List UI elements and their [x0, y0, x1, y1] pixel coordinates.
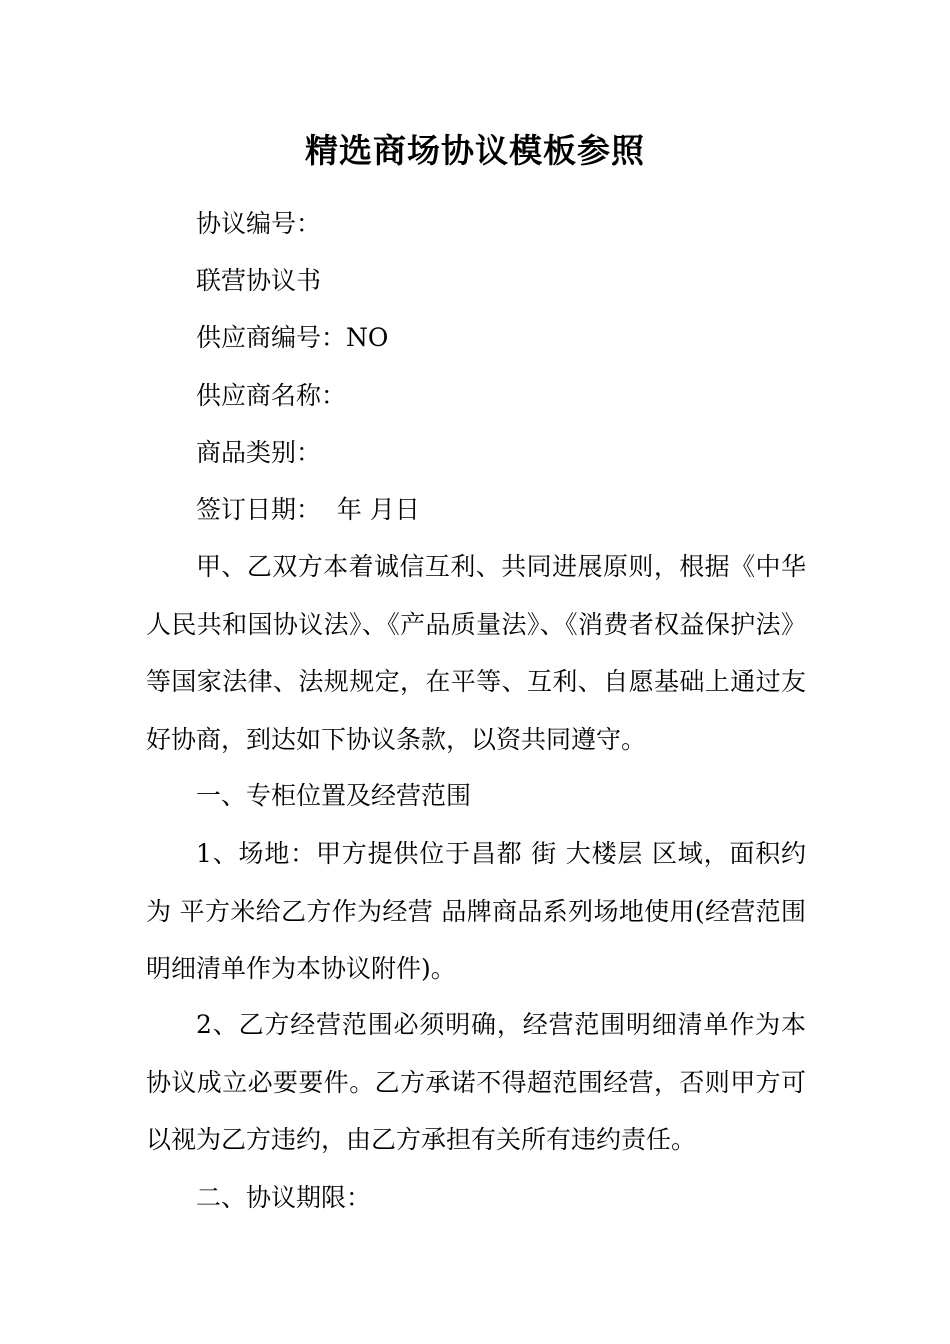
- section-2-heading: 二、协议期限：: [196, 1183, 372, 1212]
- supplier-number-field: 供应商编号：NO: [196, 323, 389, 352]
- agreement-number-field: 协议编号：: [196, 209, 322, 238]
- supplier-name-field: 供应商名称：: [196, 381, 347, 410]
- preamble-paragraph: 甲、乙双方本着诚信互利、共同进展原则，根据《中华人民共和国协议法》、《产品质量法》、《消费者权益保护法》等国家法律、法规规定，在平等、互利、自愿基础上通过友好协商，到达如下协议条款，以资共同遵守。: [146, 552, 806, 754]
- document-title: 精选商场协议模板参照: [305, 131, 645, 170]
- clause-2-paragraph: 2、乙方经营范围必须明确，经营范围明细清单作为本协议成立必要要件。乙方承诺不得超范围经营，否则甲方可以视为乙方违约，由乙方承担有关所有违约责任。: [146, 1010, 806, 1154]
- clause-1-paragraph: 1、场地：甲方提供位于昌都 街 大楼层 区域，面积约为 平方米给乙方作为经营 品牌商品系列场地使用(经营范围明细清单作为本协议附件)。: [146, 839, 806, 983]
- section-1-heading: 一、专柜位置及经营范围: [196, 781, 472, 810]
- agreement-name: 联营协议书: [196, 266, 322, 295]
- sign-date-field: 签订日期： 年 月日: [196, 495, 420, 524]
- product-category-field: 商品类别：: [196, 438, 322, 467]
